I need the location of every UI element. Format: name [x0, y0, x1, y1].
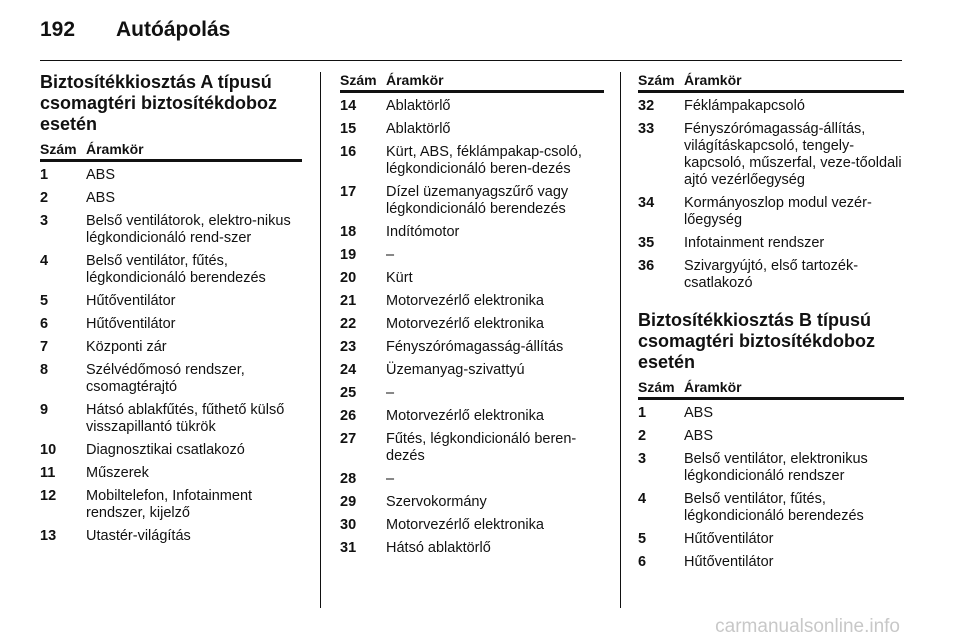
circuit-name: Fényszórómagasság-állítás, világításkapcsoló, tengely-kapcsoló, műszerfal, veze-tőoldali ajtó vezérlőegység	[684, 121, 902, 188]
fuse-number: 4	[40, 253, 49, 269]
table-row	[340, 540, 604, 557]
circuit-name: –	[386, 247, 395, 263]
table-row	[638, 98, 904, 115]
circuit-name: Utastér-világítás	[86, 528, 191, 544]
fuse-number: 21	[340, 293, 357, 309]
fuse-number: 22	[340, 316, 357, 332]
column-3	[638, 72, 904, 577]
table-row	[638, 405, 904, 422]
header-rule	[40, 60, 902, 61]
section-b-title: Biztosítékkiosztás B típusú csomagtéri biztosítékdoboz esetén	[638, 310, 876, 372]
circuit-name: Szervokormány	[386, 494, 487, 510]
fuse-number: 7	[40, 339, 49, 355]
fuse-table-a-part-3	[638, 98, 904, 292]
fuse-number: 17	[340, 184, 357, 200]
table-row	[40, 253, 302, 287]
circuit-name: Belső ventilátor, elektronikus légkondicionáló rendszer	[684, 451, 868, 484]
fuse-number: 29	[340, 494, 357, 510]
column-divider-2	[620, 72, 621, 608]
fuse-number: 2	[638, 428, 647, 444]
table-a-header-cont	[340, 72, 604, 93]
table-row	[340, 385, 604, 402]
table-row	[340, 362, 604, 379]
table-row	[638, 554, 904, 571]
column-divider-1	[320, 72, 321, 608]
fuse-number: 32	[638, 98, 655, 114]
circuit-name: Infotainment rendszer	[684, 235, 825, 251]
table-row	[340, 339, 604, 356]
fuse-number: 34	[638, 195, 655, 211]
circuit-name: ABS	[86, 190, 116, 206]
circuit-name: Féklámpakapcsoló	[684, 98, 805, 114]
fuse-number: 15	[340, 121, 357, 137]
table-row	[340, 270, 604, 287]
table-row	[340, 316, 604, 333]
table-row	[638, 428, 904, 445]
circuit-name: –	[386, 471, 395, 487]
table-row	[40, 339, 302, 356]
fuse-number: 14	[340, 98, 357, 114]
fuse-number: 30	[340, 517, 357, 533]
table-row	[340, 494, 604, 511]
circuit-name: Hátsó ablaktörlő	[386, 540, 491, 556]
circuit-name: Fényszórómagasság-állítás	[386, 339, 564, 355]
watermark: carmanualsonline.info	[715, 616, 900, 637]
circuit-name: Fűtés, légkondicionáló beren-dezés	[386, 431, 577, 464]
column-header-circuit: Áramkör	[86, 141, 144, 157]
circuit-name: Hátsó ablakfűtés, fűthető külső visszapillantó tükrök	[86, 402, 285, 435]
table-row	[340, 408, 604, 425]
circuit-name: ABS	[684, 428, 714, 444]
table-row	[340, 247, 604, 264]
circuit-name: Belső ventilátorok, elektro-nikus légkondicionáló rend-szer	[86, 213, 291, 246]
page-title: Autóápolás	[116, 18, 231, 41]
table-b-header	[638, 379, 904, 400]
table-row	[340, 98, 604, 115]
circuit-name: Motorvezérlő elektronika	[386, 293, 544, 309]
table-row	[638, 258, 904, 292]
circuit-name: Belső ventilátor, fűtés, légkondicionáló berendezés	[684, 491, 864, 524]
section-a-title: Biztosítékkiosztás A típusú csomagtéri biztosítékdoboz esetén	[40, 72, 278, 134]
circuit-name: Kürt, ABS, féklámpakap-csoló, légkondicionáló beren-dezés	[386, 144, 582, 177]
page-number: 192	[40, 18, 76, 41]
fuse-number: 27	[340, 431, 357, 447]
circuit-name: Szivargyújtó, első tartozék-csatlakozó	[684, 258, 859, 291]
fuse-number: 12	[40, 488, 57, 504]
fuse-number: 1	[638, 405, 647, 421]
fuse-number: 1	[40, 167, 49, 183]
column-1	[40, 72, 302, 551]
table-row	[40, 293, 302, 310]
circuit-name: Mobiltelefon, Infotainment rendszer, kijelző	[86, 488, 253, 521]
circuit-name: Szélvédőmosó rendszer, csomagtérajtó	[86, 362, 245, 395]
table-row	[40, 402, 302, 436]
circuit-name: Üzemanyag-szivattyú	[386, 362, 525, 378]
circuit-name: Hűtőventilátor	[684, 554, 774, 570]
fuse-number: 19	[340, 247, 357, 263]
table-row	[40, 528, 302, 545]
column-header-number: Szám	[638, 379, 675, 395]
table-row	[340, 471, 604, 488]
circuit-name: Műszerek	[86, 465, 149, 481]
circuit-name: Hűtőventilátor	[86, 316, 176, 332]
fuse-number: 24	[340, 362, 357, 378]
column-2	[340, 72, 604, 563]
fuse-table-b	[638, 405, 904, 571]
table-row	[340, 517, 604, 534]
circuit-name: Ablaktörlő	[386, 121, 451, 137]
fuse-table-a-part-1	[40, 167, 302, 545]
fuse-number: 11	[40, 465, 56, 481]
fuse-number: 23	[340, 339, 357, 355]
circuit-name: Hűtőventilátor	[684, 531, 774, 547]
circuit-name: Dízel üzemanyagszűrő vagy légkondicionáló berendezés	[386, 184, 569, 217]
circuit-name: Motorvezérlő elektronika	[386, 316, 544, 332]
table-row	[40, 213, 302, 247]
circuit-name: Motorvezérlő elektronika	[386, 517, 544, 533]
fuse-number: 9	[40, 402, 49, 418]
fuse-number: 4	[638, 491, 647, 507]
column-header-number: Szám	[40, 141, 77, 157]
table-row	[638, 451, 904, 485]
column-header-number: Szám	[340, 72, 377, 88]
table-row	[40, 442, 302, 459]
fuse-number: 13	[40, 528, 57, 544]
table-row	[40, 316, 302, 333]
fuse-number: 36	[638, 258, 655, 274]
table-row	[40, 362, 302, 396]
fuse-number: 26	[340, 408, 357, 424]
circuit-name: Ablaktörlő	[386, 98, 451, 114]
fuse-number: 31	[340, 540, 357, 556]
page-header	[40, 18, 900, 46]
fuse-number: 3	[638, 451, 647, 467]
fuse-table-a-part-2	[340, 98, 604, 557]
table-row	[40, 488, 302, 522]
table-row	[638, 235, 904, 252]
circuit-name: Kürt	[386, 270, 413, 286]
fuse-number: 33	[638, 121, 655, 137]
fuse-number: 28	[340, 471, 357, 487]
column-header-circuit: Áramkör	[684, 379, 742, 395]
circuit-name: Kormányoszlop modul vezér-lőegység	[684, 195, 872, 228]
fuse-number: 25	[340, 385, 357, 401]
table-row	[638, 195, 904, 229]
table-row	[40, 465, 302, 482]
fuse-number: 3	[40, 213, 49, 229]
circuit-name: ABS	[86, 167, 116, 183]
fuse-number: 35	[638, 235, 655, 251]
fuse-number: 6	[638, 554, 647, 570]
fuse-number: 20	[340, 270, 357, 286]
table-row	[340, 293, 604, 310]
fuse-number: 2	[40, 190, 49, 206]
table-row	[340, 224, 604, 241]
column-header-number: Szám	[638, 72, 675, 88]
fuse-number: 5	[40, 293, 49, 309]
circuit-name: Diagnosztikai csatlakozó	[86, 442, 245, 458]
table-row	[340, 121, 604, 138]
fuse-number: 5	[638, 531, 647, 547]
fuse-number: 8	[40, 362, 49, 378]
table-row	[40, 167, 302, 184]
circuit-name: Belső ventilátor, fűtés, légkondicionáló berendezés	[86, 253, 266, 286]
column-header-circuit: Áramkör	[684, 72, 742, 88]
fuse-number: 6	[40, 316, 49, 332]
section-b	[638, 310, 904, 571]
table-row	[638, 491, 904, 525]
circuit-name: ABS	[684, 405, 714, 421]
circuit-name: Központi zár	[86, 339, 167, 355]
table-row	[340, 184, 604, 218]
table-row	[638, 531, 904, 548]
table-a-header-cont	[638, 72, 904, 93]
table-row	[40, 190, 302, 207]
table-a-header	[40, 141, 302, 162]
circuit-name: Hűtőventilátor	[86, 293, 176, 309]
fuse-number: 18	[340, 224, 357, 240]
fuse-number: 10	[40, 442, 57, 458]
table-row	[638, 121, 904, 189]
column-header-circuit: Áramkör	[386, 72, 444, 88]
circuit-name: Indítómotor	[386, 224, 460, 240]
fuse-number: 16	[340, 144, 357, 160]
circuit-name: –	[386, 385, 395, 401]
table-row	[340, 431, 604, 465]
circuit-name: Motorvezérlő elektronika	[386, 408, 544, 424]
table-row	[340, 144, 604, 178]
